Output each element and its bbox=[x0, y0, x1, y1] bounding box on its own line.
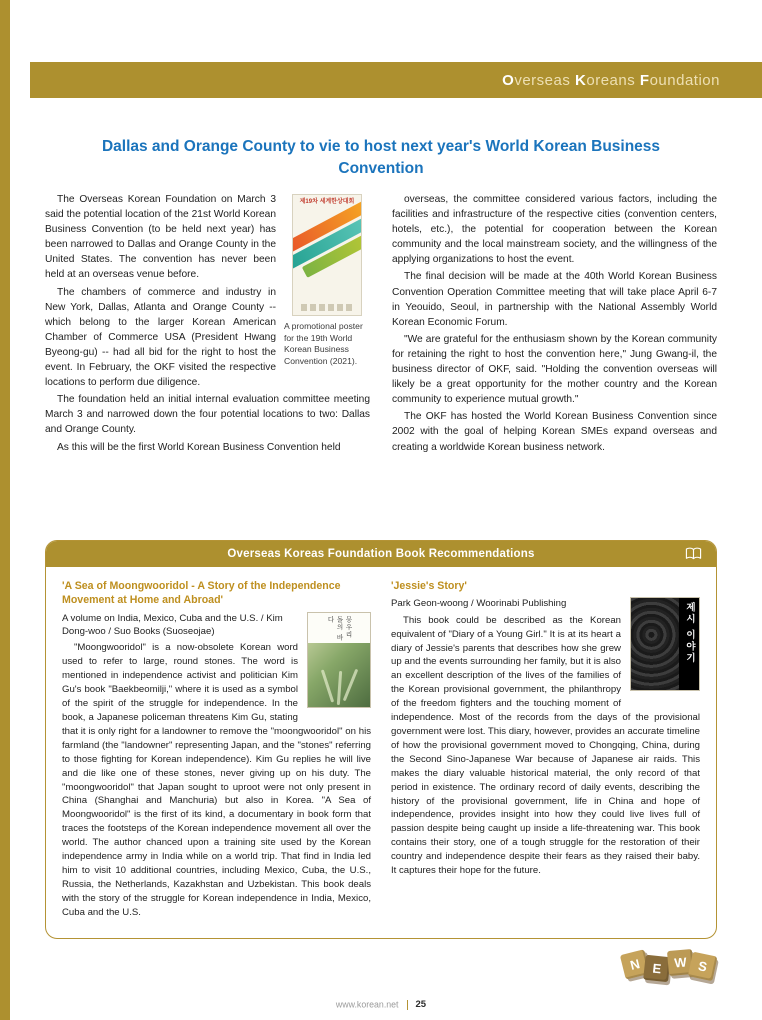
news-block-w: W bbox=[667, 949, 694, 976]
paragraph: As this will be the first World Korean Business Convention held bbox=[57, 441, 341, 453]
footer-url[interactable]: www.korean.net bbox=[335, 999, 399, 1010]
book-cover-plant-art bbox=[308, 643, 370, 708]
book-cover-jessies-story bbox=[630, 597, 700, 691]
book-title: 'Jessie's Story' bbox=[391, 580, 467, 592]
paragraph: overseas, the committee considered various factors, including the facilities and infrastructure of the respective cities (convention centers, hotels, etc.), the potential for cooperation between the Korean community and the local mainstream society, and the willingness of the applying organizations to host the event. bbox=[392, 194, 717, 266]
poster-figure bbox=[284, 194, 370, 367]
poster-footer-stripe bbox=[301, 304, 353, 311]
book-recommendations-header bbox=[46, 541, 716, 567]
paragraph: "We are grateful for the enthusiasm shown by the Korean community for retaining the right to host the convention here," Jung Gwang-il, the business director of OKF, said. "Holding the convention overseas will likely be a great opportunity for the mother country and the Korean community to experience mutual growth." bbox=[392, 333, 717, 406]
news-blocks-graphic bbox=[624, 950, 716, 975]
article-title: Dallas and Orange County to vie to host next year's World Korean Business Convention bbox=[101, 138, 661, 178]
book-recommendations-section bbox=[45, 540, 717, 939]
paragraph: The Overseas Korean Foundation on March 3 said the potential location of the 21st World Korean Business Convention (to be held next year) has been narrowed to Dallas and Orange County in the United States. The convention has never been held at an overseas venue before. bbox=[45, 194, 276, 281]
header-band bbox=[30, 62, 762, 98]
book-cover-moongwooridol bbox=[307, 612, 371, 708]
left-accent-strip bbox=[0, 0, 10, 1020]
book-review-2 bbox=[391, 579, 700, 920]
poster-banner-text: 제19차 세계한상대회 bbox=[299, 199, 355, 205]
news-block-n: N bbox=[620, 949, 650, 979]
page-number: 25 bbox=[415, 999, 427, 1010]
book-review-text: This book could be described as the Korean equivalent of "Diary of a Young Girl." It is at its heart a diary of Jessie's parents that describes how she grew up and the events surrounding her family, but it is also an excellent description of the lives of the families of the Korean provisional government, the philanthropy of the freedom fighters and the touching moment of independence. Most of the records from the days of the provisional government were lost. This diary, however, provides an accurate timeline of how the provisional government moved to Chongqing, China, during the Second Sino-Japanese War because of Japanese air raids. This makes the diary valuable historical material, the only record of that period in existence. The ordinary record of daily events, describing the history of the provisional government, life in China and hope of independence, provides insight into how they could live lives full of passion despite being caught up inside a life-threatening war. This book contains their story, one of a tough struggle for the restoration of their country and independence despite their fears as they raised their baby. It captures their hope for the future. bbox=[391, 614, 700, 877]
poster-caption: A promotional poster for the 19th World Korean Business Convention (2021). bbox=[284, 321, 363, 366]
book-recommendations-title: Overseas Koreas Foundation Book Recommendations bbox=[227, 548, 535, 560]
article-column-left bbox=[45, 192, 370, 484]
footer-divider bbox=[407, 1000, 408, 1010]
book-byline: Park Geon-woong / Woorinabi Publishing bbox=[391, 598, 567, 610]
brand-cap-o: O bbox=[502, 71, 515, 89]
book-review-1 bbox=[62, 579, 371, 920]
book-cover-text: 뭉우리돌의 바다 bbox=[326, 615, 352, 641]
article-body bbox=[45, 192, 717, 484]
news-block-e: E bbox=[643, 955, 670, 982]
open-book-icon bbox=[685, 546, 702, 562]
paragraph: The final decision will be made at the 40th World Korean Business Convention Operation Committee meeting that will take place April 6-7 in Yeouido, Seoul, in partnership with the National Assembly World Korean Economic Forum. bbox=[392, 271, 717, 328]
brand-cap-k: K bbox=[575, 71, 587, 89]
book-title: 'A Sea of Moongwooridol - A Story of the Independence Movement at Home and Abroad' bbox=[62, 580, 341, 607]
paragraph: The foundation held an initial internal evaluation committee meeting March 3 and narrowed down the four potential locations to two: Dallas and Orange County. bbox=[45, 394, 370, 436]
book-review-text: "Moongwooridol" is a now-obsolete Korean word used to refer to large, round stones. The word is mentioned in independence activist and politician Kim Gu's book "Baekbeomilji," where it is used as a symbol of the spirit of the struggle for independence. In the book, a Japanese policeman threatens Kim Gu, stating that it is only right for a landowner to remove the "moongwooridol" on his farmland (the "landowner" representing Japan, and the "stones" referring to those fighting for Korean independence). Kim Gu replies he will live and die like one of these stones, never giving up on his duty. The "moongwooridol" that Japan sought to uproot were not only present in China (Shanghai and Manchuria) but also in Korea. "A Sea of Moongwooridol" is the first of its kind, a documentary in book form that traces the footsteps of the Korean independence movement all over the world. The author chanced upon a training site used by the Korean independence army in India while on a world trip. That find in India led him to visit 10 additional countries, including Mexico, Cuba, the U.S., Russia, the Netherlands, Kazakhstan and Uzbekistan. This book deals with the story of the struggle for Korean independence in India, Mexico, Cuba and the U.S. bbox=[62, 642, 371, 918]
brand-text: Overseas Koreans Foundation bbox=[502, 71, 720, 89]
brand-cap-f: F bbox=[639, 71, 650, 89]
news-block-s: S bbox=[688, 952, 718, 982]
book-cover-text: 제시 이야기 bbox=[684, 602, 695, 665]
page-footer bbox=[0, 999, 762, 1010]
poster-image bbox=[292, 194, 362, 316]
article-column-right bbox=[392, 192, 717, 484]
book-byline: A volume on India, Mexico, Cuba and the U.S. / Kim Dong-woo / Suo Books (Suoseojae) bbox=[62, 612, 283, 638]
paragraph: The OKF has hosted the World Korean Business Convention since 2002 with the goal of helping Korean SMEs expand overseas and creating a worldwide Korean business network. bbox=[392, 411, 717, 453]
poster-artwork bbox=[292, 196, 362, 316]
book-columns bbox=[46, 567, 716, 938]
paragraph: The chambers of commerce and industry in New York, Dallas, Atlanta and Orange County -- which belong to the larger Korean American Chamber of Commerce USA (President Hwang Byeong-gu) -- had all bid for the right to host the event. In February, the OKF visited the respective locations to perform due diligence. bbox=[45, 286, 276, 389]
